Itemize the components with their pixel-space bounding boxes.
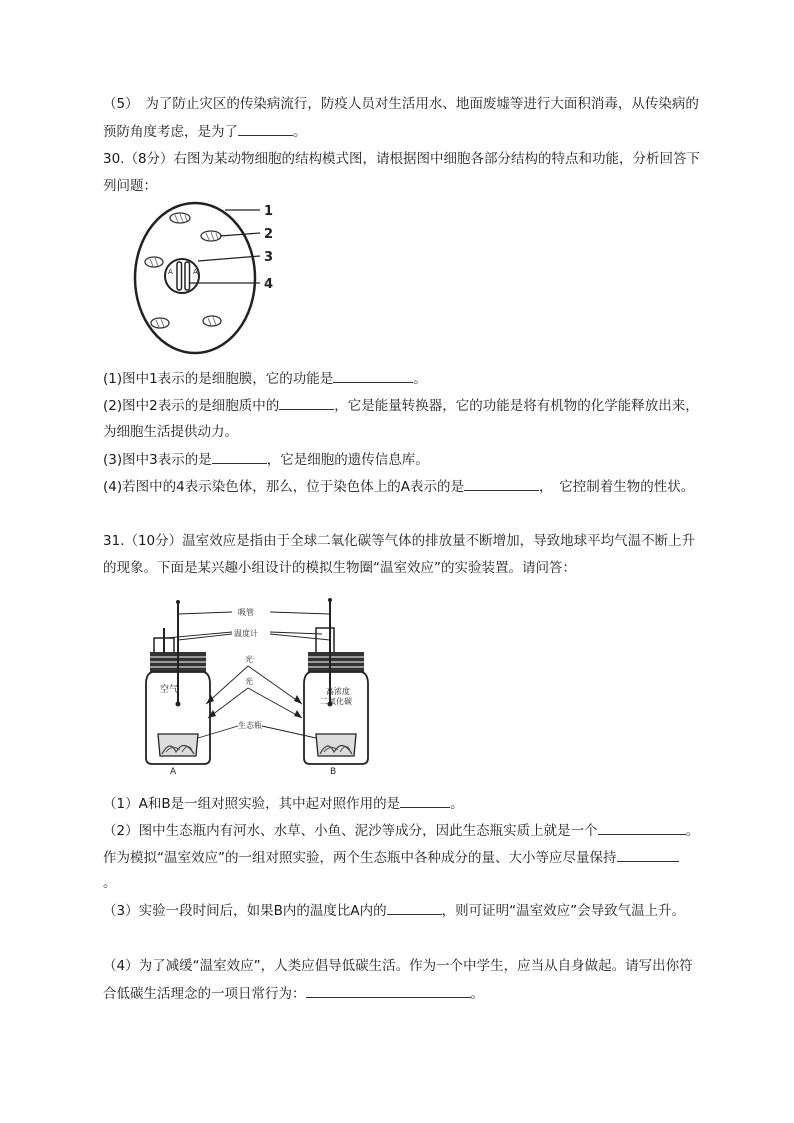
q31-sub2-text: （2）图中生态瓶内有河水、水草、小鱼、泥沙等成分，因此生态瓶实质上就是一个	[103, 823, 598, 839]
answer-blank-q30-2[interactable]	[279, 396, 334, 410]
cell-label-1: 1	[264, 204, 274, 219]
animal-cell-diagram	[120, 196, 290, 361]
greenhouse-experiment-diagram	[140, 594, 400, 778]
q31-sub2	[103, 821, 699, 840]
answer-blank-q31-1[interactable]	[400, 794, 450, 808]
q31-sub4-end: 。	[470, 986, 484, 1002]
q30-sub4-text: (4)若图中的4表示染色体，那么，位于染色体上的A表示的是	[103, 479, 464, 495]
answer-blank-q30-4[interactable]	[464, 477, 539, 491]
q30-sub1-text: (1)图中1表示的是细胞膜，它的功能是	[103, 371, 334, 387]
q30-sub2-line2: 为细胞生活提供动力。	[103, 424, 238, 440]
label-bottle-b: B	[330, 767, 337, 777]
cell-label-4: 4	[264, 277, 274, 292]
q30-intro-line1: 30.（8分）右图为某动物细胞的结构模式图，请根据图中细胞各部分结构的特点和功能，分析回答下	[103, 151, 701, 167]
answer-blank-q31-2b[interactable]	[617, 848, 679, 862]
q30-sub1-end: 。	[413, 371, 427, 387]
q30-sub3	[103, 450, 429, 469]
q30-sub3-rest: ，它是细胞的遗传信息库。	[266, 452, 429, 468]
gene-label-a-right: A	[193, 268, 198, 276]
bottle-b	[304, 598, 368, 777]
mitochondrion	[151, 318, 169, 328]
bottle-b-neck	[316, 628, 334, 656]
q30-sub2-rest: ，它是能量转换器，它的功能是将有机物的化学能释放出来，	[334, 398, 699, 414]
label-eco-bottle: 生态瓶	[238, 721, 262, 730]
q31-intro-line2: 的现象。下面是某兴趣小组设计的模拟生物圈“温室效应”的实验装置。请问答：	[103, 560, 576, 576]
q31-sub1	[103, 794, 464, 813]
label-light-2: 光	[245, 677, 253, 686]
q31-sub2-line2-text: 作为模拟“温室效应”的一组对照实验，两个生态瓶中各种成分的量、大小等应尽量保持	[103, 850, 617, 866]
gene-label-a-left: A	[168, 268, 173, 276]
q30-sub4	[103, 477, 694, 496]
q31-sub4-line2	[103, 984, 484, 1003]
q30-sub3-text: (3)图中3表示的是	[103, 452, 212, 468]
cell-label-3: 3	[264, 250, 274, 265]
q31-sub4-text: 合低碳生活理念的一项日常行为：	[103, 986, 306, 1002]
q30-intro-line2: 列问题：	[103, 178, 157, 194]
q30-sub1	[103, 369, 427, 388]
q31-sub3	[103, 901, 685, 920]
q29-5-line1: （5） 为了防止灾区的传染病流行，防疫人员对生活用水、地面废墟等进行大面积消毒，从传染病的	[103, 96, 699, 112]
cell-label-2: 2	[264, 227, 274, 242]
label-thermometer: 温度计	[234, 629, 258, 638]
answer-blank-q31-2a[interactable]	[598, 821, 686, 835]
q29-5-text: 预防角度考虑，是为了	[103, 124, 238, 140]
q31-sub1-end: 。	[450, 796, 464, 812]
q31-sub2-line2	[103, 848, 679, 867]
ecosystem-jar-b	[316, 734, 356, 756]
label-straw: 吸管	[238, 608, 254, 617]
q29-5-end: 。	[293, 124, 307, 140]
label-air: 空气	[160, 685, 179, 695]
q31-sub4-line1: （4）为了减缓“温室效应”，人类应倡导低碳生活。作为一个中学生，应当从自身做起。请写出你符	[103, 958, 693, 974]
label-bottle-a: A	[170, 767, 177, 777]
answer-blank-q31-3[interactable]	[387, 901, 442, 915]
answer-blank-q29-5[interactable]	[238, 122, 293, 136]
q30-sub2-text: (2)图中2表示的是细胞质中的	[103, 398, 280, 414]
q31-sub1-text: （1）A和B是一组对照实验，其中起对照作用的是	[103, 796, 401, 812]
label-co2-line2: 二氧化碳	[320, 697, 352, 706]
label-light-1: 光	[245, 655, 253, 664]
q30-sub4-rest: ， 它控制着生物的性状。	[538, 479, 695, 495]
q31-intro-line1: 31.（10分）温室效应是指由于全球二氧化碳等气体的排放量不断增加，导致地球平均气温不断上升	[103, 533, 696, 549]
mitochondrion	[203, 316, 221, 326]
q31-sub3-rest: ，则可证明“温室效应”会导致气温上升。	[441, 903, 686, 919]
answer-blank-q30-1[interactable]	[333, 369, 413, 383]
ecosystem-jar-a	[158, 734, 198, 756]
label-co2-line1: 高浓度	[326, 687, 350, 696]
q29-5-line2	[103, 122, 307, 141]
chromosome-right	[185, 262, 190, 290]
mitochondrion	[145, 257, 163, 267]
answer-blank-q30-3[interactable]	[212, 450, 267, 464]
q31-sub2-line3: 。	[103, 875, 117, 891]
bottle-a	[146, 600, 210, 777]
answer-blank-q31-4[interactable]	[306, 984, 471, 998]
chromosome-left	[177, 262, 182, 290]
q30-sub2	[103, 396, 699, 415]
q31-sub2-end: 。	[685, 823, 700, 839]
q31-sub3-text: （3）实验一段时间后，如果B内的温度比A内的	[103, 903, 387, 919]
